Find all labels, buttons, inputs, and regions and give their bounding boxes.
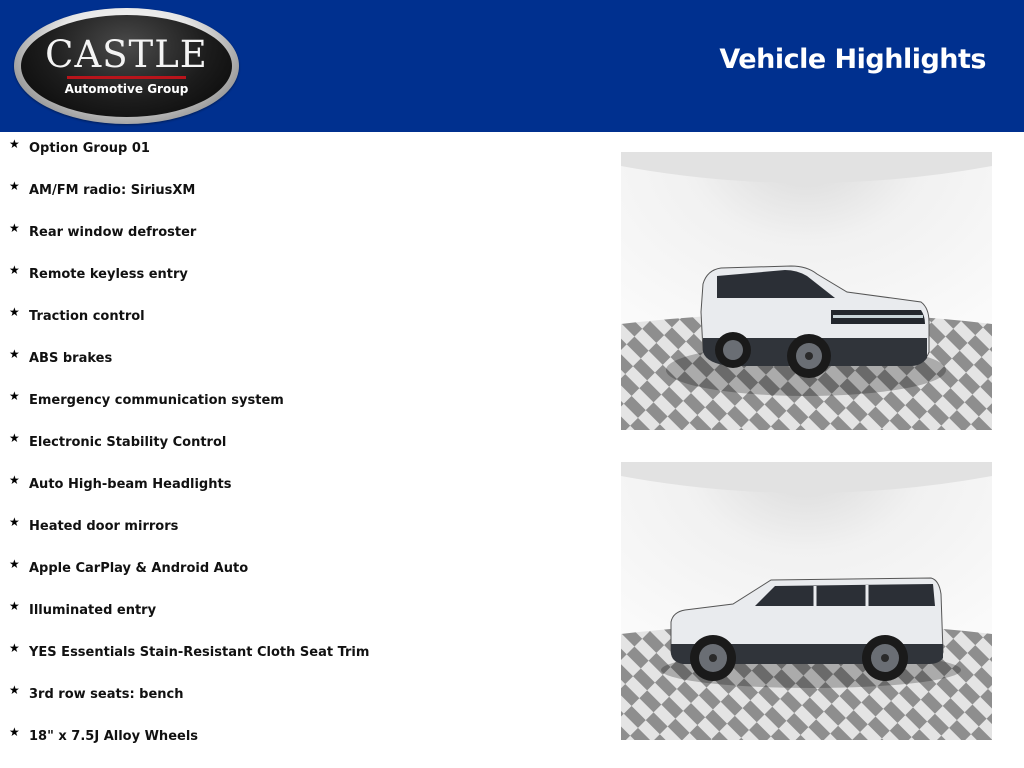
page-title: Vehicle Highlights xyxy=(719,44,986,75)
feature-label: 18" x 7.5J Alloy Wheels xyxy=(29,729,199,744)
star-icon: ★ xyxy=(9,725,20,739)
feature-label: Emergency communication system xyxy=(29,393,284,408)
feature-label: Heated door mirrors xyxy=(29,519,179,534)
feature-label: Apple CarPlay & Android Auto xyxy=(29,561,249,576)
star-icon: ★ xyxy=(9,305,20,319)
feature-label: Auto High-beam Headlights xyxy=(29,477,232,492)
feature-label: Electronic Stability Control xyxy=(29,435,227,450)
feature-label: Illuminated entry xyxy=(29,603,157,618)
star-icon: ★ xyxy=(9,473,20,487)
star-icon: ★ xyxy=(9,389,20,403)
feature-label: AM/FM radio: SiriusXM xyxy=(29,183,196,198)
logo-wordmark: CASTLE xyxy=(45,33,208,76)
feature-label: 3rd row seats: bench xyxy=(29,687,184,702)
star-icon: ★ xyxy=(9,641,20,655)
feature-label: Option Group 01 xyxy=(29,141,150,156)
feature-label: YES Essentials Stain-Resistant Cloth Seat Trim xyxy=(29,645,370,660)
vehicle-photo-front xyxy=(621,152,992,430)
star-icon: ★ xyxy=(9,263,20,277)
star-icon: ★ xyxy=(9,137,20,151)
feature-label: ABS brakes xyxy=(29,351,113,366)
vehicle-photo-side xyxy=(621,462,992,740)
logo-divider xyxy=(67,76,186,79)
logo-tagline: Automotive Group xyxy=(64,82,189,96)
header-banner xyxy=(0,0,1024,132)
star-icon: ★ xyxy=(9,557,20,571)
feature-label: Remote keyless entry xyxy=(29,267,188,282)
star-icon: ★ xyxy=(9,515,20,529)
feature-label: Traction control xyxy=(29,309,145,324)
star-icon: ★ xyxy=(9,347,20,361)
star-icon: ★ xyxy=(9,431,20,445)
feature-label: Rear window defroster xyxy=(29,225,197,240)
star-icon: ★ xyxy=(9,179,20,193)
star-icon: ★ xyxy=(9,221,20,235)
logo-badge xyxy=(21,15,232,117)
star-icon: ★ xyxy=(9,683,20,697)
star-icon: ★ xyxy=(9,599,20,613)
castle-logo xyxy=(14,8,239,124)
